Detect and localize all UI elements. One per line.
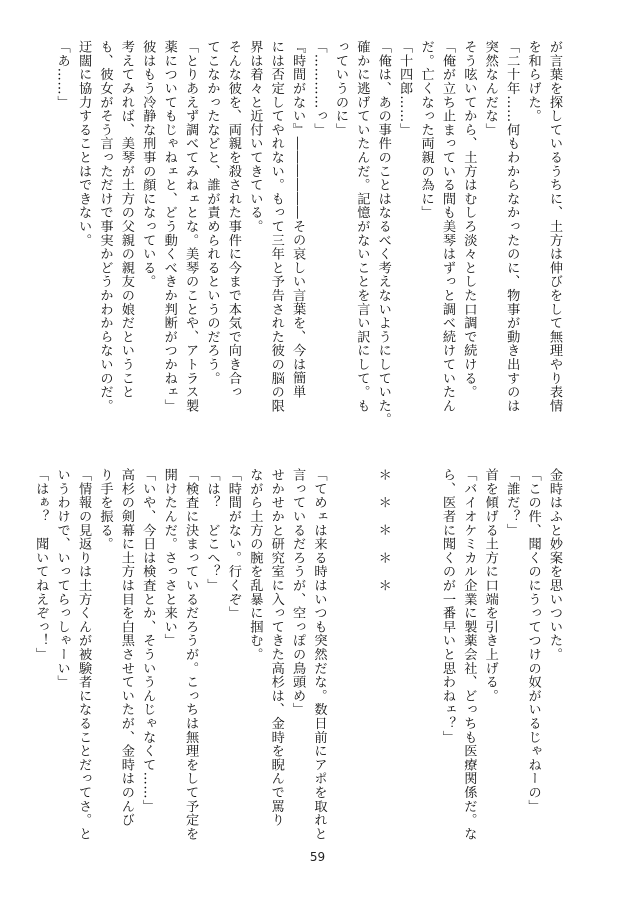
text-line: そんな彼を、両親を殺された事件に今まで本気で向き合っ — [225, 40, 241, 399]
page-number: 59 — [309, 850, 326, 864]
text-line: 「俺は、あの事件のことはなるべく考えないようにしていた。 — [375, 40, 391, 427]
text-line: 迂闊に協力することはできない。 — [76, 40, 92, 247]
text-line: 「とりあえず調べてみねェとな。美琴のことや、アトラス製 — [183, 40, 199, 413]
text-line: 「二十年……何もわからなかったのに、物事が動き出すのは — [504, 40, 520, 413]
text-line: 「あ……」 — [54, 40, 70, 109]
text-line: 「いや、今日は検査とか、そういうんじゃなくて……」 — [140, 468, 156, 813]
text-line: 「…………っ」 — [311, 40, 327, 137]
text-line: 「時間がない。行くぞ」 — [225, 468, 241, 620]
text-line: 「検査に決まっているだろうが。こっちは無理をして予定を — [183, 468, 199, 841]
text-line: ＊ ＊ ＊ ＊ ＊ — [375, 468, 391, 593]
text-line: 「バイオケミカル企業に製薬会社、どっちも医療関係だ。な — [461, 468, 477, 841]
text-line: には否定してやれない。もって三年と予告された彼の脳の限 — [268, 40, 284, 413]
text-line: を和らげた。 — [525, 40, 541, 123]
text-line: だ。亡くなった両親の為に」 — [418, 40, 434, 220]
text-block-bottom — [33, 468, 565, 841]
text-line: てこなかったなどと、誰が責められるというのだろう。 — [204, 40, 220, 385]
text-line: せかせかと研究室に入ってきた高杉は、金時を睨んで罵り — [268, 468, 284, 827]
text-line: そう呟いてから、土方はむしろ淡々とした口調で続ける。 — [461, 40, 477, 399]
text-line: 「十四郎……」 — [397, 40, 413, 137]
text-line: 突然なんだな」 — [482, 40, 498, 137]
text-line: 高杉の剣幕に土方は目を白黒させていたが、金時はのんび — [118, 468, 134, 827]
text-line: 言っているだろうが、空っぽの鳥頭め」 — [290, 468, 306, 717]
text-line: 「俺が立ち止まっている間も美琴はずっと調べ続けていたん — [439, 40, 455, 413]
text-line: 「情報の見返りは土方くんが被験者になることだってさ。と — [76, 468, 92, 841]
text-line: 彼はもう冷静な刑事の顔になっている。 — [140, 40, 156, 289]
text-line: っていうのに」 — [332, 40, 348, 137]
text-line: ら、医者に聞くのが一番早いと思わねェ？」 — [439, 468, 455, 744]
text-line: 考えてみれば、美琴が土方の父親の親友の娘だということ — [118, 40, 134, 399]
text-line: 「この件、聞くのにうってつけの奴がいるじゃねーの」 — [525, 468, 541, 813]
text-line: 「てめェは来る時はいつも突然だな。数日前にアポを取れと — [311, 468, 327, 841]
text-line: 「は？ どこへ？」 — [204, 468, 220, 593]
text-line: 薬についてもじゃねェと、どう動くべきか判断がつかねェ」 — [161, 40, 177, 413]
text-line: ながら土方の腕を乱暴に掴む。 — [247, 468, 263, 662]
text-line: 『時間がない』――――――その哀しい言葉を、今は簡単 — [290, 40, 306, 399]
text-line — [351, 468, 372, 840]
text-line — [330, 468, 351, 840]
text-line — [415, 468, 436, 840]
text-block-top — [54, 40, 565, 427]
text-line: 金時はふと妙案を思いついた。 — [547, 468, 562, 662]
text-line: いうわけで、いってらっしゃーい」 — [54, 468, 70, 689]
text-line: 界は着々と近付いてきている。 — [247, 40, 263, 234]
text-line: も、彼女がそう言っただけで事実かどうかわからないのだ。 — [97, 40, 113, 413]
text-line: が言葉を探しているうちに、土方は伸びをして無理やり表情 — [547, 40, 562, 413]
text-line: 「誰だ？」 — [504, 468, 520, 537]
text-line: 首を傾げる土方に口端を引き上げる。 — [482, 468, 498, 703]
text-line: 開けたんだ。さっさと来い」 — [161, 468, 177, 648]
text-line: り手を振る。 — [97, 468, 113, 551]
text-line — [394, 468, 415, 840]
text-line: 確かに逃げていたんだ。記憶がないことを言い訳にして。も — [354, 40, 370, 413]
text-line: 「はぁ？ 聞いてねえぞっ！」 — [33, 468, 49, 662]
